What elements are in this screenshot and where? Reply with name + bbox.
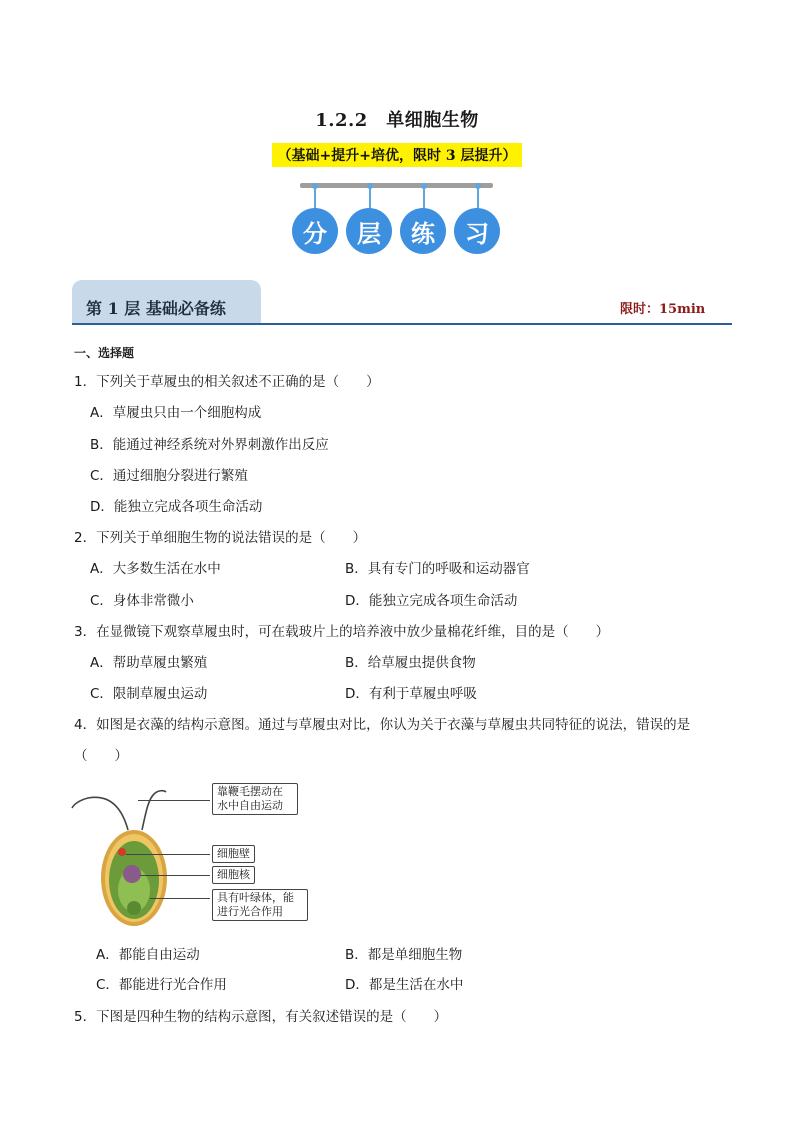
bubble-char: 分 bbox=[292, 208, 338, 254]
option-b[interactable]: B．具有专门的呼吸和运动器官 bbox=[345, 561, 530, 577]
option-d[interactable]: D．能独立完成各项生命活动 bbox=[90, 499, 263, 515]
option-c[interactable]: C．通过细胞分裂进行繁殖 bbox=[90, 468, 248, 484]
option-c[interactable]: C．身体非常微小 bbox=[90, 593, 194, 609]
option-b[interactable]: B．能通过神经系统对外界刺激作出反应 bbox=[90, 437, 329, 453]
peg-line bbox=[477, 186, 479, 208]
flagellum-left bbox=[72, 797, 128, 830]
question-stem: 1．下列关于草履虫的相关叙述不正确的是（ ） bbox=[74, 374, 380, 390]
leader-line bbox=[138, 800, 210, 801]
leader-line bbox=[126, 854, 210, 855]
option-a[interactable]: A．草履虫只由一个细胞构成 bbox=[90, 405, 262, 421]
flagellum-right bbox=[142, 791, 166, 830]
pyrenoid bbox=[127, 901, 141, 915]
question-stem: 5．下图是四种生物的结构示意图，有关叙述错误的是（ ） bbox=[74, 1009, 448, 1025]
label-cell-wall: 细胞壁 bbox=[212, 845, 255, 863]
label-chloroplast: 具有叶绿体，能进行光合作用 bbox=[212, 889, 308, 921]
option-b[interactable]: B．给草履虫提供食物 bbox=[345, 655, 476, 671]
decor-rail bbox=[300, 183, 493, 188]
question-stem: 4．如图是衣藻的结构示意图。通过与草履虫对比，你认为关于衣藻与草履虫共同特征的说法，错误的是 bbox=[74, 717, 691, 733]
option-d[interactable]: D．有利于草履虫呼吸 bbox=[345, 686, 477, 702]
peg-line bbox=[423, 186, 425, 208]
subtitle: （基础+提升+培优，限时 3 层提升） bbox=[272, 143, 523, 167]
label-flagellum: 靠鞭毛摆动在水中自由运动 bbox=[212, 783, 298, 815]
question-stem: 2．下列关于单细胞生物的说法错误的是（ ） bbox=[74, 530, 367, 546]
nucleus bbox=[123, 865, 141, 883]
label-nucleus: 细胞核 bbox=[212, 866, 255, 884]
eyespot bbox=[118, 848, 126, 856]
option-a[interactable]: A．都能自由运动 bbox=[96, 947, 200, 963]
option-b[interactable]: B．都是单细胞生物 bbox=[345, 947, 463, 963]
option-d[interactable]: D．都是生活在水中 bbox=[345, 977, 464, 993]
subtitle-wrap bbox=[0, 143, 794, 167]
option-d[interactable]: D．能独立完成各项生命活动 bbox=[345, 593, 518, 609]
option-a[interactable]: A．帮助草履虫繁殖 bbox=[90, 655, 208, 671]
layer-title: 第 1 层 基础必备练 bbox=[86, 299, 226, 318]
time-limit: 限时：15min bbox=[620, 302, 706, 317]
option-c[interactable]: C．限制草履虫运动 bbox=[90, 686, 208, 702]
banner-rule bbox=[72, 323, 732, 325]
peg-line bbox=[369, 186, 371, 208]
leader-line bbox=[150, 898, 210, 899]
bubble-char: 练 bbox=[400, 208, 446, 254]
option-c[interactable]: C．都能进行光合作用 bbox=[96, 977, 227, 993]
bubble-char: 习 bbox=[454, 208, 500, 254]
page-title: 1.2.2 单细胞生物 bbox=[315, 110, 479, 131]
question-stem: 3．在显微镜下观察草履虫时，可在载玻片上的培养液中放少量棉花纤维，目的是（ ） bbox=[74, 624, 610, 640]
section-title: 一、选择题 bbox=[74, 346, 135, 360]
question-stem-cont: （ ） bbox=[74, 748, 128, 764]
peg-line bbox=[314, 186, 316, 208]
option-a[interactable]: A．大多数生活在水中 bbox=[90, 561, 221, 577]
bubble-char: 层 bbox=[346, 208, 392, 254]
leader-line bbox=[140, 875, 210, 876]
